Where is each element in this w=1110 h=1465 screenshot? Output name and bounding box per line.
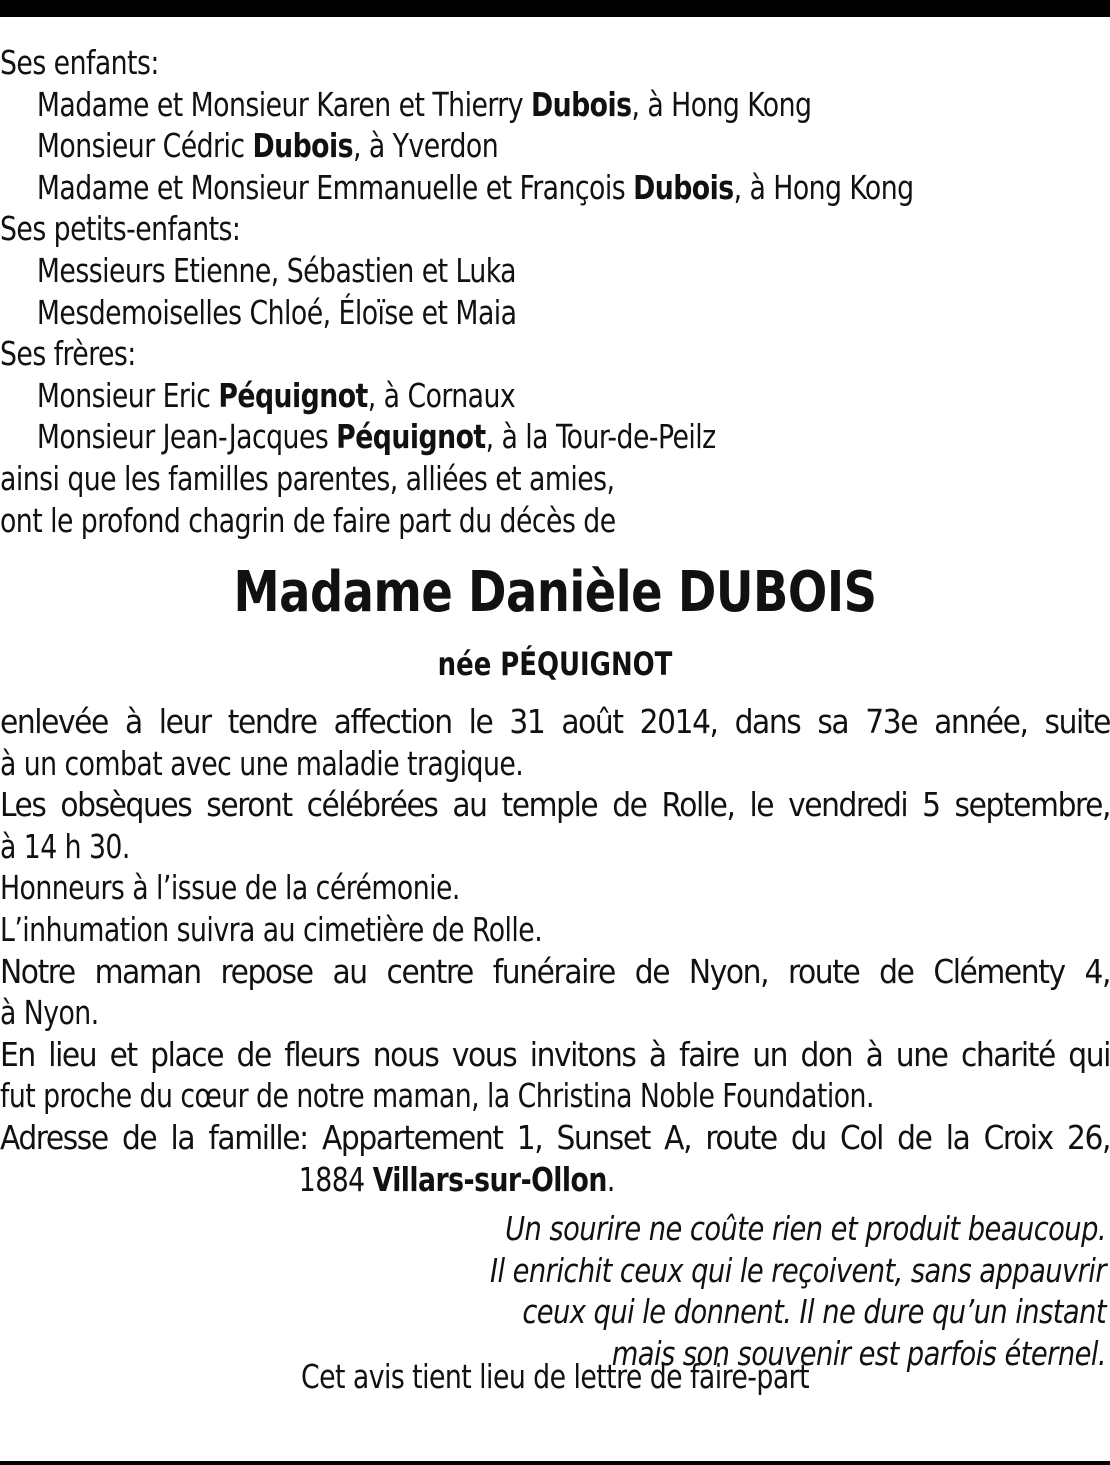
body-line: à Nyon. [0, 993, 99, 1033]
body-line: fut proche du cœur de notre maman, la Christina Noble Foundation. [0, 1076, 874, 1116]
surname: Dubois [252, 126, 353, 166]
body-line: Adresse de la famille: Appartement 1, Sunset A, route du Col de la Croix 26, [0, 1117, 1110, 1157]
quote-line: Un sourire ne coûte rien et produit beaucoup. [505, 1209, 1106, 1248]
brothers-heading: Ses frères: [0, 334, 136, 374]
grandchildren-heading: Ses petits-enfants: [0, 209, 241, 249]
brother-line: Monsieur Jean-Jacques Péquignot, à la Tour-de-Peilz [36, 417, 716, 457]
body-line: En lieu et place de fleurs nous vous invitons à faire un don à une charité qui [0, 1034, 1110, 1074]
grandchild-line: Messieurs Etienne, Sébastien et Luka [36, 250, 516, 290]
grandchild-line: Mesdemoiselles Chloé, Éloïse et Maia [36, 292, 517, 332]
family-section [0, 42, 1110, 541]
also-line: ainsi que les familles parentes, alliées et amies, [0, 458, 615, 498]
body-line: Les obsèques seront célébrées au temple de Rolle, le vendredi 5 septembre, [0, 785, 1110, 825]
town: Villars-sur-Ollon [372, 1159, 607, 1199]
quote-line: ceux qui le donnent. Il ne dure qu’un instant [522, 1292, 1106, 1332]
maiden-name: née PÉQUIGNOT [437, 645, 673, 683]
body-line: Notre maman repose au centre funéraire de Nyon, route de Clémenty 4, [0, 951, 1110, 991]
surname: Péquignot [218, 375, 368, 415]
body-section [0, 701, 1110, 1200]
quote-line: Il enrichit ceux qui le reçoivent, sans appauvrir [490, 1250, 1106, 1290]
surname: Dubois [633, 167, 734, 207]
body-line: L’inhumation suivra au cimetière de Rolle. [0, 909, 543, 949]
closing-text: Cet avis tient lieu de lettre de faire-part [300, 1357, 810, 1396]
child-line: Madame et Monsieur Emmanuelle et François Dubois, à Hong Kong [36, 167, 914, 207]
quote [106, 1208, 1106, 1374]
bottom-rule [0, 1461, 1110, 1465]
body-line: Honneurs à l’issue de la cérémonie. [0, 868, 460, 908]
children-heading: Ses enfants: [0, 43, 159, 82]
surname: Péquignot [336, 417, 486, 457]
surname: Dubois [530, 84, 632, 124]
address-line: 1884 Villars-sur-Ollon. [298, 1159, 615, 1199]
body-line: à un combat avec une maladie tragique. [0, 743, 524, 783]
child-line: Madame et Monsieur Karen et Thierry Dubois, à Hong Kong [36, 84, 812, 124]
body-line: à 14 h 30. [0, 826, 130, 866]
deceased-name: Madame Danièle DUBOIS [233, 560, 877, 625]
body-line: enlevée à leur tendre affection le 31 août 2014, dans sa 73e année, suite [0, 702, 1110, 741]
brother-line: Monsieur Eric Péquignot, à Cornaux [36, 375, 516, 415]
child-line: Monsieur Cédric Dubois, à Yverdon [36, 126, 499, 166]
top-rule [0, 0, 1110, 17]
announce-line: ont le profond chagrin de faire part du décès de [0, 500, 616, 540]
quote-line: mais son souvenir est parfois éternel. [611, 1333, 1106, 1373]
